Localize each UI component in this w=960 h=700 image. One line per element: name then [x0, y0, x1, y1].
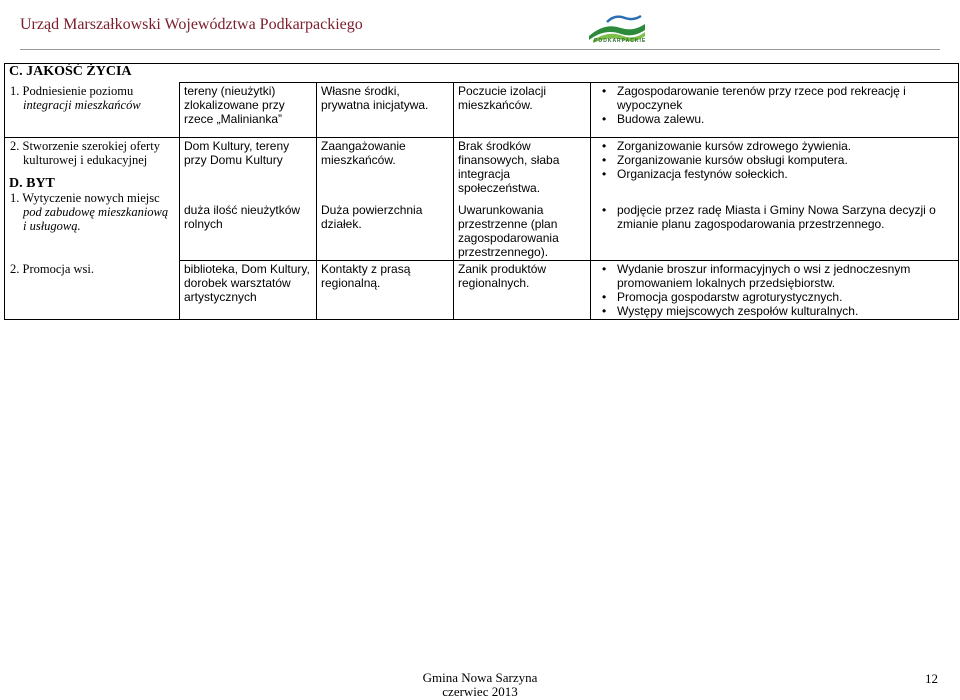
strengths-cell	[317, 138, 454, 261]
list-item: • Organizacja festynów sołeckich.	[617, 167, 954, 181]
resources-cell	[180, 138, 317, 261]
resources-text: Dom Kultury, tereny przy Domu Kultury	[184, 139, 290, 167]
weaknesses-text: Brak środków finansowych, słaba integracja społeczeństwa.	[458, 139, 560, 195]
goal-line: i usługową.	[23, 219, 81, 233]
goal-cell	[5, 261, 180, 320]
strategy-table	[4, 63, 959, 320]
section-heading: D. BYT	[9, 176, 55, 191]
header-divider	[20, 49, 940, 50]
resources-text: duża ilość nieużytków rolnych	[184, 203, 301, 231]
goal-line: 1. Podniesienie poziomu	[10, 83, 134, 98]
document-header-title: Urząd Marszałkowski Województwa Podkarpackiego	[20, 16, 363, 33]
goal-cell	[5, 83, 180, 138]
resources-cell: tereny (nieużytki) zlokalizowane przy rzece „Malinianka”	[180, 83, 317, 138]
list-item: • Zorganizowanie kursów obsługi komputera.	[617, 153, 954, 167]
actions-cell	[591, 138, 959, 261]
table-row	[5, 261, 959, 320]
actions-cell	[591, 261, 959, 320]
table-row	[5, 138, 959, 261]
goal-line: 2. Stworzenie szerokiej oferty	[10, 139, 160, 153]
strengths-cell: Własne środki, prywatna inicjatywa.	[317, 83, 454, 138]
footer-date: czerwiec 2013	[442, 684, 518, 699]
list-item: • Wydanie broszur informacyjnych o wsi z jednoczesnym promowaniem lokalnych przedsiębiorstw.	[617, 262, 954, 290]
strengths-text: Duża powierzchnia działek.	[321, 203, 423, 231]
goal-line: pod zabudowę mieszkaniową	[23, 205, 169, 219]
table-row	[5, 83, 959, 138]
list-item: • Zorganizowanie kursów zdrowego żywienia.	[617, 139, 954, 153]
strengths-text: Zaangażowanie mieszkańców.	[321, 139, 406, 167]
goal-line: 2. Promocja wsi.	[10, 261, 95, 276]
list-item: • Występy miejscowych zespołów kulturalnych.	[617, 304, 954, 318]
footer-municipality: Gmina Nowa Sarzyna	[422, 670, 538, 685]
logo-wordmark: PODKARPACKIE	[594, 38, 647, 44]
resources-cell: biblioteka, Dom Kultury, dorobek warsztatów artystycznych	[180, 261, 317, 320]
weaknesses-text: Uwarunkowania przestrzenne (plan zagospodarowania przestrzennego).	[458, 203, 559, 259]
weaknesses-cell: Zanik produktów regionalnych.	[454, 261, 591, 320]
section-heading: C. JAKOŚĆ ŻYCIA	[5, 64, 959, 83]
list-item: • podjęcie przez radę Miasta i Gminy Nowa Sarzyna decyzji o zmianie planu zagospodarowania przestrzennego.	[617, 203, 954, 231]
strengths-cell: Kontakty z prasą regionalną.	[317, 261, 454, 320]
list-item: • Zagospodarowanie terenów przy rzece pod rekreację i wypoczynek	[617, 84, 954, 112]
actions-cell	[591, 83, 959, 138]
section-row-c	[5, 64, 959, 83]
goal-line: kulturowej i edukacyjnej	[23, 153, 148, 167]
list-item: • Budowa zalewu.	[617, 112, 954, 126]
weaknesses-cell	[454, 138, 591, 261]
page-number: 12	[925, 671, 938, 686]
podkarpackie-logo	[585, 10, 649, 50]
goal-line: integracji mieszkańców	[23, 97, 141, 112]
goal-line: 1. Wytyczenie nowych miejsc	[10, 191, 160, 205]
list-item: • Promocja gospodarstw agroturystycznych.	[617, 290, 954, 304]
goal-cell	[5, 138, 180, 261]
weaknesses-cell: Poczucie izolacji mieszkańców.	[454, 83, 591, 138]
